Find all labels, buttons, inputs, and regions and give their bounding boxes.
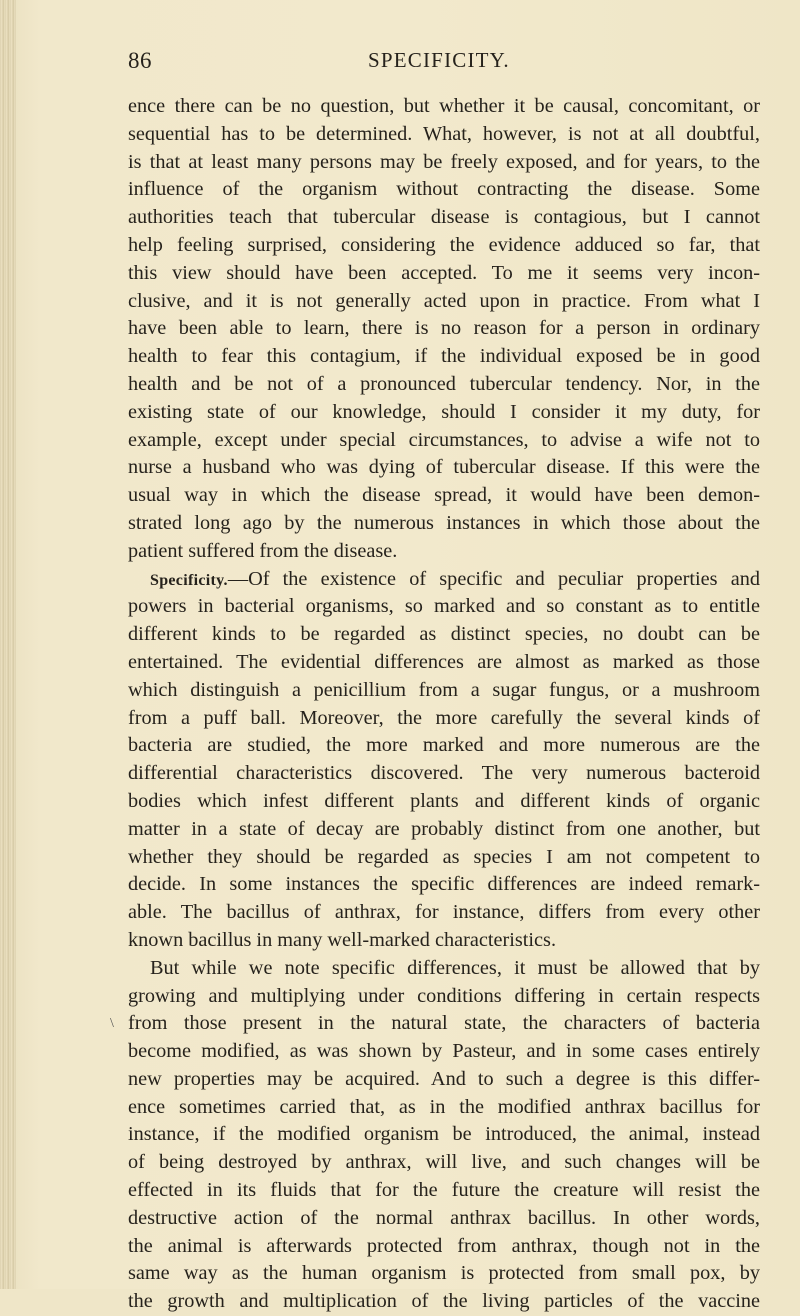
text-line: differential characteristics discovered. The very numerous bacteroid	[128, 762, 760, 785]
text-line: known bacillus in many well-marked characteristics.	[128, 928, 557, 951]
text-line: bacteria are studied, the more marked and more numerous are the	[128, 734, 760, 757]
text-line: patient suffered from the disease.	[128, 539, 398, 562]
text-line: matter in a state of decay are probably distinct from one another, but	[128, 817, 760, 840]
text-line: effected in its fluids that for the future the creature will resist the	[128, 1179, 760, 1202]
text-line: existing state of our knowledge, should I consider it my duty, for	[128, 400, 760, 423]
text-line: different kinds to be regarded as distinct species, no doubt can be	[128, 623, 760, 646]
text-line: able. The bacillus of anthrax, for instance, differs from every other	[128, 901, 760, 924]
text-line: nurse a husband who was dying of tubercular disease. If this were the	[128, 456, 760, 479]
binding-edge	[0, 0, 16, 1289]
text-line: authorities teach that tubercular disease is contagious, but I cannot	[128, 206, 760, 229]
text-line: powers in bacterial organisms, so marked and so constant as to entitle	[128, 595, 760, 618]
text-line: usual way in which the disease spread, it would have been demon-	[128, 484, 760, 507]
text-line: health and be not of a pronounced tubercular tendency. Nor, in the	[128, 372, 760, 395]
text-line: is that at least many persons may be freely exposed, and for years, to the	[128, 150, 760, 173]
margin-mark: \	[110, 1016, 114, 1031]
body-text	[128, 93, 760, 1316]
text-line: instance, if the modified organism be introduced, the animal, instead	[128, 1123, 760, 1146]
text-line: decide. In some instances the specific differences are indeed remark-	[128, 873, 760, 896]
text-line: of being destroyed by anthrax, will live, and such changes will be	[128, 1151, 760, 1174]
text-line: example, except under special circumstances, to advise a wife not to	[128, 428, 760, 451]
text-line: the animal is afterwards protected from anthrax, though not in the	[128, 1234, 760, 1257]
text-line: new properties may be acquired. And to such a degree is this differ-	[128, 1067, 760, 1090]
text-line: same way as the human organism is protected from small pox, by	[128, 1262, 760, 1285]
paragraph-2	[128, 566, 760, 955]
text-line	[128, 566, 760, 594]
text-line: strated long ago by the numerous instances in which those about the	[128, 511, 760, 534]
text-line: sequential has to be determined. What, however, is not at all doubtful,	[128, 122, 760, 145]
text-line: become modified, as was shown by Pasteur, and in some cases entirely	[128, 1040, 760, 1063]
text-line: bodies which infest different plants and different kinds of organic	[128, 789, 760, 812]
running-head: SPECIFICITY.	[368, 48, 510, 72]
text-line: destructive action of the normal anthrax bacillus. In other words,	[128, 1206, 760, 1229]
text-line: which distinguish a penicillium from a sugar fungus, or a mushroom	[128, 678, 760, 701]
side-head-continuation: —Of the existence of specific and peculiar properties and	[227, 567, 760, 590]
text-line: influence of the organism without contracting the disease. Some	[128, 178, 760, 201]
text-line: from those present in the natural state, the characters of bacteria	[128, 1012, 760, 1035]
paragraph-3	[128, 955, 760, 1316]
text-line: have been able to learn, there is no reason for a person in ordinary	[128, 317, 760, 340]
text-line: growing and multiplying under conditions differing in certain respects	[128, 984, 760, 1007]
side-head: Specificity.	[150, 571, 228, 589]
text-line: health to fear this contagium, if the individual exposed be in good	[128, 345, 760, 368]
paragraph-1	[128, 93, 760, 566]
text-line: ence there can be no question, but whether it be causal, concomitant, or	[128, 95, 760, 117]
text-line: clusive, and it is not generally acted upon in practice. From what I	[128, 289, 760, 312]
text-line: from a puff ball. Moreover, the more carefully the several kinds of	[128, 706, 760, 729]
text-line: But while we note specific differences, it must be allowed that by	[150, 956, 760, 979]
text-line: ence sometimes carried that, as in the modified anthrax bacillus for	[128, 1095, 760, 1118]
text-line: whether they should be regarded as species I am not competent to	[128, 845, 760, 868]
text-line: this view should have been accepted. To me it seems very incon-	[128, 261, 760, 284]
page-number: 86	[128, 48, 152, 73]
text-line: the growth and multiplication of the living particles of the vaccine	[128, 1290, 760, 1313]
text-line: help feeling surprised, considering the evidence adduced so far, that	[128, 233, 760, 256]
text-line: entertained. The evidential differences are almost as marked as those	[128, 650, 760, 673]
page-header	[128, 48, 760, 78]
